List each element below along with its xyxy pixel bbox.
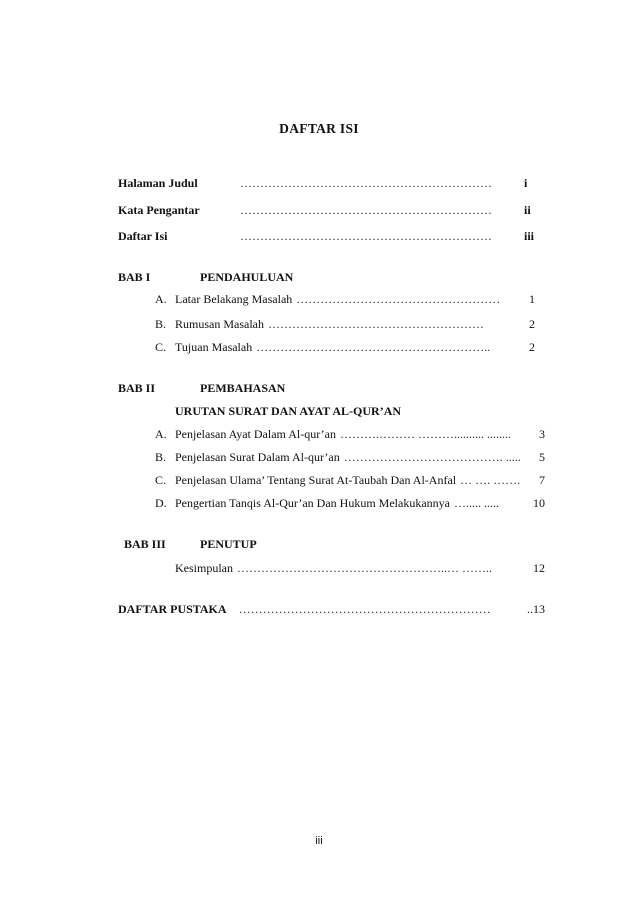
toc-leader: ……………………………………………………… [240,203,492,217]
toc-marker: D. [155,496,167,510]
page-number-footer: iii [315,835,323,847]
toc-page-number: 7 [539,473,545,487]
chapter-title: PENUTUP [200,537,257,551]
toc-label: Penjelasan Ayat Dalam Al-qur’an [175,427,336,441]
toc-entry-surat[interactable] [175,450,545,465]
toc-page-number: i [524,176,528,190]
toc-entry-halaman-judul[interactable] [118,176,538,191]
toc-page-number: ..13 [527,602,545,616]
toc-page-number: iii [524,229,535,243]
chapter-code: BAB III [124,537,166,551]
toc-page-number: 5 [539,450,545,464]
toc-label: Penjelasan Surat Dalam Al-qur’an [175,450,340,464]
toc-label: Rumusan Masalah [175,317,264,331]
toc-entry-daftar-pustaka[interactable] [118,602,545,617]
toc-leader: ……………………………………………………… [240,229,492,243]
toc-entry-tujuan-masalah[interactable] [175,340,535,355]
toc-page-number: 12 [533,561,545,575]
toc-page-number: 2 [529,317,535,331]
toc-label: Daftar Isi [118,229,168,243]
toc-marker: B. [155,317,167,331]
toc-page-number: 3 [539,427,545,441]
chapter-subtitle: URUTAN SURAT DAN AYAT AL-QUR’AN [175,404,402,418]
toc-label: Pengertian Tanqis Al-Qur’an Dan Hukum Melakukannya [175,496,450,510]
toc-leader: …………………………………. ..... [343,450,521,464]
toc-page-number: 1 [529,292,535,306]
toc-leader: …………………………………………… [296,292,501,306]
toc-leader: ……………………………………………………… [238,602,491,616]
toc-leader: ………………………………………………….. [256,340,491,354]
page-title: DAFTAR ISI [279,121,359,136]
chapter-title: PEMBAHASAN [200,381,286,395]
toc-entry-tanqis[interactable] [175,496,545,511]
toc-label: Halaman Judul [118,176,198,190]
toc-leader: ……………………………………………………… [240,176,492,190]
toc-entry-ayat[interactable] [175,427,545,442]
chapter-title: PENDAHULUAN [200,270,294,284]
chapter-code: BAB I [118,270,151,284]
toc-marker: A. [155,292,167,306]
toc-leader: ……….……… ……….......... ........ [339,427,511,441]
toc-marker: C. [155,340,167,354]
toc-page-number: 2 [529,340,535,354]
toc-marker: B. [155,450,167,464]
toc-entry-ulama[interactable] [175,473,545,488]
toc-page-number: ii [524,203,531,217]
toc-page-number: 10 [533,496,545,510]
toc-label: Latar Belakang Masalah [175,292,293,306]
toc-entry-latar-belakang[interactable] [175,292,535,307]
toc-label: Kata Pengantar [118,203,200,217]
toc-entry-rumusan-masalah[interactable] [175,317,535,332]
toc-leader: …..... ..... [454,496,499,510]
toc-leader: ……………………………………………..… …….. [237,561,492,575]
toc-leader: … …. ……. [460,473,521,487]
toc-leader: ……………………………………………… [268,317,484,331]
toc-label: Kesimpulan [175,561,233,575]
chapter-code: BAB II [118,381,156,395]
toc-label: Penjelasan Ulama’ Tentang Surat At-Taubah Dan Al-Anfal [175,473,457,487]
toc-marker: C. [155,473,167,487]
toc-entry-daftar-isi[interactable] [118,229,538,244]
toc-entry-kata-pengantar[interactable] [118,203,538,218]
toc-marker: A. [155,427,167,441]
toc-label: Tujuan Masalah [175,340,253,354]
toc-entry-kesimpulan[interactable] [175,561,545,576]
toc-label: DAFTAR PUSTAKA [118,602,227,616]
